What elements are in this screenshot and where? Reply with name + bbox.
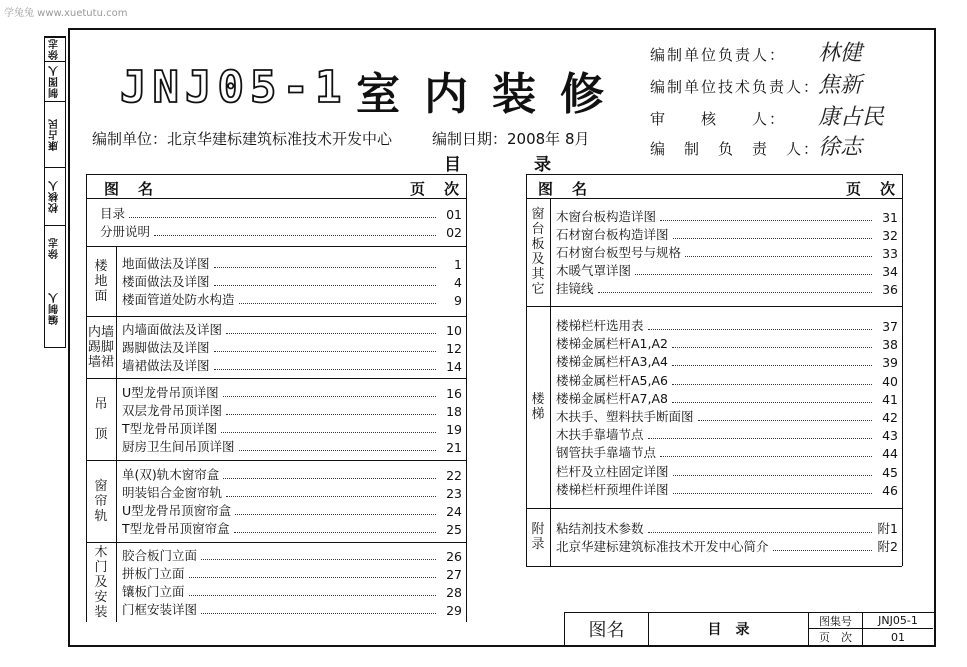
signature-label: 编制单位负责人： xyxy=(650,46,787,64)
title-block-page-value: 01 xyxy=(891,630,905,644)
toc-row-page: 16 xyxy=(446,385,462,401)
toc-row xyxy=(122,437,462,455)
toc-row-page: 26 xyxy=(446,548,462,564)
toc-row-name: 楼梯金属栏杆A1,A2 xyxy=(556,336,668,352)
toc-row-name: 楼梯金属栏杆A3,A4 xyxy=(556,354,668,370)
toc-row-leader xyxy=(234,532,436,533)
title-block-atlas-value: JNJ05-1 xyxy=(863,613,933,629)
table-divider xyxy=(116,378,117,460)
signature-label: 编 制 负 责 人： xyxy=(650,140,821,158)
toc-row xyxy=(556,425,898,443)
toc-row xyxy=(556,316,898,334)
toc-row xyxy=(122,383,462,401)
compiling-organization: 编制单位：北京华建标建筑标准技术开发中心 xyxy=(92,130,393,148)
page-title: 室内装修 xyxy=(356,69,628,120)
signature-label: 编制单位技术负责人： xyxy=(650,78,821,96)
toc-row xyxy=(556,462,898,480)
toc-row-name: 踢脚做法及详图 xyxy=(122,339,210,355)
toc-row-page: 02 xyxy=(446,225,462,240)
toc-row-page: 14 xyxy=(446,359,462,375)
toc-row xyxy=(122,419,462,437)
toc-row-page: 27 xyxy=(446,566,462,582)
toc-row-name: 地面做法及详图 xyxy=(122,255,210,271)
toc-row-page: 33 xyxy=(882,245,898,261)
toc-row xyxy=(122,465,462,483)
toc-row-page: 31 xyxy=(882,209,898,225)
toc-row-page: 45 xyxy=(882,464,898,480)
toc-row xyxy=(556,261,898,279)
side-strip-cell: 徐志 xyxy=(45,37,65,61)
toc-row-page: 28 xyxy=(446,585,462,600)
toc-row-leader xyxy=(223,396,436,397)
table-divider xyxy=(116,460,117,542)
toc-row-leader xyxy=(201,613,436,614)
table-divider xyxy=(902,174,903,566)
toc-row-name: 楼面管道处防水构造 xyxy=(122,292,235,308)
toc-row-name: U型龙骨吊顶窗帘盒 xyxy=(122,503,232,518)
table-rule xyxy=(86,246,466,247)
toc-row-leader xyxy=(223,478,436,479)
toc-row-page: 附2 xyxy=(877,539,898,554)
toc-row-page: 29 xyxy=(446,603,462,619)
toc-row-name: 明装铝合金窗帘轨 xyxy=(122,484,223,500)
table-divider xyxy=(116,246,117,316)
toc-row-name: 石材窗台板构造详图 xyxy=(556,226,669,242)
title-block-name-label: 图名 xyxy=(565,613,649,645)
toc-row-leader xyxy=(226,333,436,334)
toc-row xyxy=(122,501,462,519)
toc-row-page: 9 xyxy=(454,293,462,309)
signature-label: 审 核 人： xyxy=(650,110,787,128)
toc-row-page: 46 xyxy=(882,482,898,498)
side-strip-cell: 编制人 xyxy=(49,292,61,326)
table-rule xyxy=(526,306,902,307)
toc-row-name: 粘结剂技术参数 xyxy=(556,520,644,536)
toc-row-page: 36 xyxy=(882,282,898,298)
toc-row-name: 双层龙骨吊顶详图 xyxy=(122,402,223,418)
toc-row-name: 镶板门立面 xyxy=(122,584,185,599)
toc-row-page: 21 xyxy=(446,440,462,456)
toc-row-page: 附1 xyxy=(877,520,898,536)
toc-row-name: U型龙骨吊顶详图 xyxy=(122,384,219,400)
table-rule xyxy=(86,378,466,379)
toc-row-page: 4 xyxy=(454,274,462,290)
toc-row-leader xyxy=(189,577,436,578)
table-divider xyxy=(526,174,527,566)
side-strip-cell: 校核人 xyxy=(45,167,65,225)
toc-row-name: T型龙骨吊顶窗帘盒 xyxy=(122,521,230,537)
toc-row xyxy=(122,254,462,272)
toc-group-label: 附 录 xyxy=(531,522,545,552)
side-strip-cell: 康占民 xyxy=(45,101,65,167)
toc-row-name: 拼板门立面 xyxy=(122,565,185,581)
toc-row-leader xyxy=(685,256,872,257)
side-strip-cell: 徐志 xyxy=(45,225,65,271)
toc-row-leader xyxy=(239,450,436,451)
toc-row xyxy=(100,204,462,222)
toc-row-name: 木扶手、塑料扶手断面图 xyxy=(556,409,694,424)
title-block-atlas-label: 图集号 xyxy=(809,613,863,629)
toc-row-name: 内墙面做法及详图 xyxy=(122,321,223,337)
toc-row-page: 18 xyxy=(446,403,462,419)
toc-row-page: 42 xyxy=(882,410,898,425)
column-header-name: 图 名 xyxy=(104,180,156,198)
table-rule xyxy=(86,174,466,175)
toc-row-name: 木暖气罩详图 xyxy=(556,263,632,279)
toc-row-leader xyxy=(635,274,872,275)
toc-row-page: 12 xyxy=(446,340,462,356)
toc-row-leader xyxy=(773,550,872,551)
toc-row-name: 楼梯金属栏杆A7,A8 xyxy=(556,390,668,406)
table-divider xyxy=(550,306,551,508)
toc-row-name: 厨房卫生间吊顶详图 xyxy=(122,439,235,455)
toc-row-page: 01 xyxy=(446,207,462,222)
toc-row-leader xyxy=(672,365,872,366)
side-signature-strip xyxy=(44,36,66,348)
toc-title-part-2: 录 xyxy=(534,155,551,175)
toc-row-page: 19 xyxy=(446,422,462,437)
toc-row-page: 23 xyxy=(446,485,462,501)
table-rule xyxy=(86,316,466,317)
toc-title-part-1: 目 xyxy=(444,155,461,175)
toc-row xyxy=(556,243,898,261)
table-rule xyxy=(86,542,466,543)
table-divider xyxy=(466,174,467,622)
toc-row-leader xyxy=(214,285,436,286)
toc-row xyxy=(122,272,462,290)
toc-row-name: 栏杆及立柱固定详图 xyxy=(556,463,669,479)
toc-row-page: 37 xyxy=(882,319,898,334)
column-header-page: 页 次 xyxy=(846,180,898,198)
toc-group-label: 木 门 及 安 装 xyxy=(94,544,108,620)
signature: 徐志 xyxy=(818,135,863,160)
toc-row-leader xyxy=(660,456,872,457)
toc-row-leader xyxy=(660,220,872,221)
toc-row-name: 楼面做法及详图 xyxy=(122,273,210,289)
toc-row xyxy=(556,519,898,537)
toc-row-name: 楼梯栏杆选用表 xyxy=(556,318,644,333)
table-rule xyxy=(86,460,466,461)
toc-row xyxy=(122,290,462,308)
toc-row-page: 44 xyxy=(882,446,898,462)
side-strip-cell: 制图人 xyxy=(45,61,65,101)
toc-row xyxy=(122,338,462,356)
toc-row-leader xyxy=(235,514,436,515)
toc-row-leader xyxy=(598,292,872,293)
title-block-name-value: 目 录 xyxy=(649,613,809,645)
toc-row-leader xyxy=(214,267,436,268)
toc-row-name: 墙裙做法及详图 xyxy=(122,358,210,374)
toc-row xyxy=(122,519,462,537)
toc-row-leader xyxy=(129,217,436,218)
toc-row-leader xyxy=(648,532,872,533)
toc-row-leader xyxy=(226,496,436,497)
toc-group-label: 楼 梯 xyxy=(531,392,545,422)
table-rule xyxy=(526,566,902,567)
toc-row-page: 40 xyxy=(882,373,898,389)
toc-row-name: 门框安装详图 xyxy=(122,602,198,618)
toc-row-page: 22 xyxy=(446,467,462,483)
toc-row xyxy=(100,222,462,240)
signature: 康占民 xyxy=(818,105,885,130)
toc-group-label: 窗 帘 轨 xyxy=(94,478,108,524)
table-divider xyxy=(116,542,117,622)
toc-row xyxy=(556,407,898,425)
toc-row-leader xyxy=(672,347,872,348)
toc-row-leader xyxy=(214,369,436,370)
column-header-page: 页 次 xyxy=(410,180,462,198)
toc-row-page: 1 xyxy=(454,256,462,272)
toc-row-name: 楼梯栏杆预埋件详图 xyxy=(556,481,669,497)
toc-group-label: 内墙 踢脚 墙裙 xyxy=(87,324,114,370)
toc-row xyxy=(556,537,898,555)
toc-row xyxy=(556,480,898,498)
table-divider xyxy=(550,198,551,306)
toc-row-leader xyxy=(673,475,872,476)
toc-row-name: 石材窗台板型号与规格 xyxy=(556,244,682,260)
toc-row-name: 北京华建标建筑标准技术开发中心简介 xyxy=(556,539,769,554)
toc-row-page: 25 xyxy=(446,522,462,538)
toc-row xyxy=(556,443,898,461)
toc-group-label: 楼 地 面 xyxy=(94,258,108,304)
table-divider xyxy=(86,174,87,622)
signature: 林健 xyxy=(818,41,863,66)
toc-row-leader xyxy=(673,238,872,239)
toc-row-name: 目录 xyxy=(100,206,126,221)
table-rule xyxy=(526,508,902,509)
toc-row-leader xyxy=(672,402,872,403)
toc-row-name: 钢管扶手靠墙节点 xyxy=(556,445,657,461)
toc-row xyxy=(556,334,898,352)
toc-row-leader xyxy=(648,329,872,330)
toc-row-leader xyxy=(221,432,436,433)
toc-row xyxy=(556,371,898,389)
toc-row-page: 39 xyxy=(882,355,898,371)
toc-row-leader xyxy=(239,303,436,304)
toc-row-leader xyxy=(214,351,436,352)
toc-row xyxy=(122,582,462,600)
toc-row-name: 单(双)轨木窗帘盒 xyxy=(122,466,220,482)
atlas-code: JNJ05-1 xyxy=(120,62,348,113)
signature: 焦新 xyxy=(818,73,863,98)
table-rule xyxy=(526,174,902,175)
toc-row-leader xyxy=(189,595,436,596)
toc-row-name: 木窗台板构造详图 xyxy=(556,208,657,224)
toc-row-leader xyxy=(154,235,436,236)
toc-row-page: 34 xyxy=(882,264,898,280)
toc-row-name: 木扶手靠墙节点 xyxy=(556,427,644,443)
toc-row-leader xyxy=(673,493,872,494)
toc-group-label: 窗 台 板 及 其 它 xyxy=(531,207,545,297)
toc-row-page: 38 xyxy=(882,337,898,353)
toc-row xyxy=(122,546,462,564)
toc-row-name: T型龙骨吊顶详图 xyxy=(122,421,218,436)
compile-date: 编制日期：2008年 8月 xyxy=(432,130,590,148)
toc-row xyxy=(122,320,462,338)
title-block-page-label: 页 次 xyxy=(809,629,863,645)
toc-row xyxy=(122,483,462,501)
table-divider xyxy=(550,508,551,566)
toc-row-page: 41 xyxy=(882,391,898,407)
toc-row-leader xyxy=(698,420,872,421)
toc-row-name: 胶合板门立面 xyxy=(122,547,198,563)
toc-row xyxy=(122,401,462,419)
title-block xyxy=(564,612,934,646)
toc-row-leader xyxy=(201,559,436,560)
watermark: 学兔兔 www.xuetutu.com xyxy=(4,8,128,19)
toc-row xyxy=(122,600,462,618)
toc-row-name: 分册说明 xyxy=(100,224,151,239)
toc-row xyxy=(556,225,898,243)
toc-row-leader xyxy=(226,414,436,415)
toc-row-page: 10 xyxy=(446,322,462,338)
toc-row-page: 32 xyxy=(882,227,898,243)
toc-row-leader xyxy=(648,438,872,439)
toc-row-page: 24 xyxy=(446,504,462,519)
toc-row-page: 43 xyxy=(882,428,898,444)
toc-row xyxy=(556,279,898,297)
toc-row xyxy=(556,352,898,370)
toc-row-name: 挂镜线 xyxy=(556,281,594,297)
toc-row xyxy=(122,564,462,582)
column-header-name: 图 名 xyxy=(538,180,590,198)
toc-row xyxy=(122,356,462,374)
toc-row-leader xyxy=(672,384,872,385)
toc-row xyxy=(556,207,898,225)
toc-row xyxy=(556,389,898,407)
toc-group-label: 吊 顶 xyxy=(94,396,108,442)
toc-row-name: 楼梯金属栏杆A5,A6 xyxy=(556,372,668,388)
table-divider xyxy=(116,316,117,378)
